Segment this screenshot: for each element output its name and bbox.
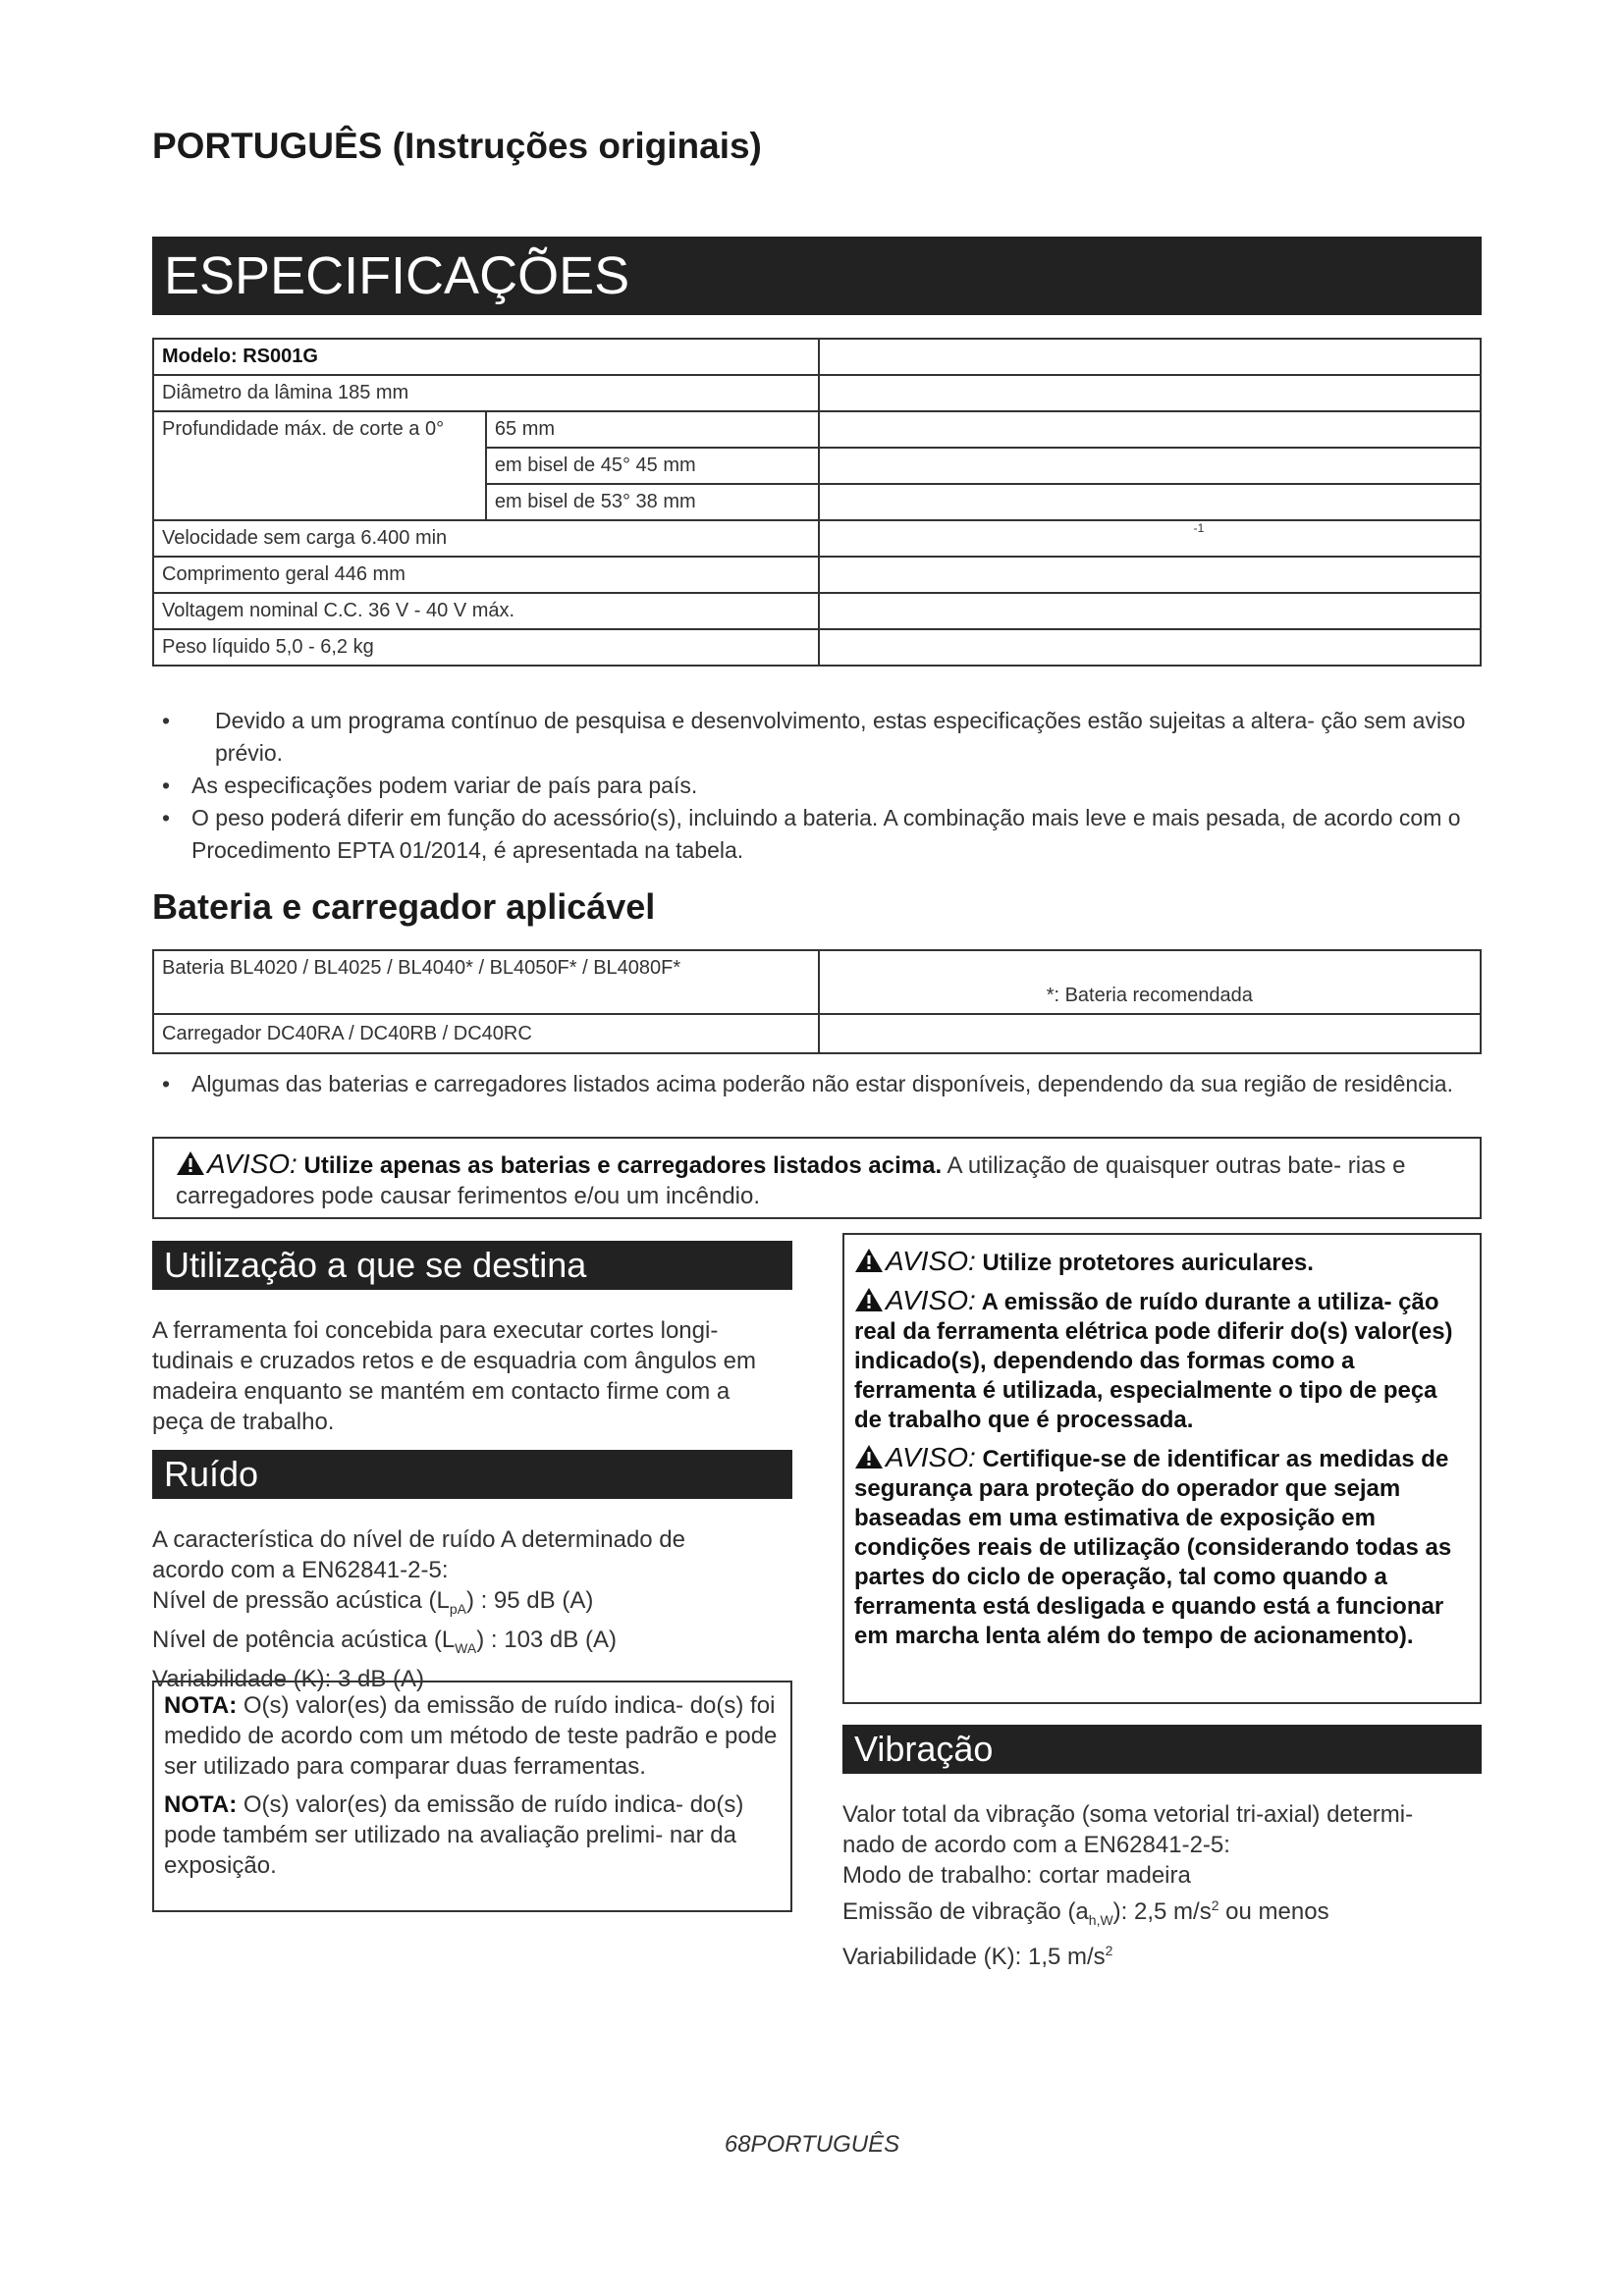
speed-unit-superscript: -1	[1193, 521, 1205, 535]
list-item: • O peso poderá diferir em função do acessório(s), incluindo a bateria. A combinação mais leve e mais pesada, de acordo com o Procedimento EPTA 01/2014, é apresentada na tabela.	[152, 802, 1488, 867]
table-row	[153, 557, 1481, 593]
note-paragraph: NOTA: O(s) valor(es) da emissão de ruído indica- do(s) foi medido de acordo com um método de teste padrão e pode ser utilizado para comparar duas ferramentas.	[164, 1692, 778, 1780]
vibration-emission: Emissão de vibração $(a_{h,W})$: 2,5 $m/s^2$ ou menos	[842, 1897, 1329, 1928]
blade-diameter-cell: Diâmetro da lâmina 185 mm	[153, 375, 819, 411]
table-row	[153, 520, 1481, 557]
warning-bold-text: Utilize apenas as baterias e carregadores listados acima.	[303, 1152, 943, 1179]
warning-triangle-icon	[854, 1248, 884, 1273]
battery-table	[152, 949, 1482, 1054]
table-row	[153, 375, 1481, 411]
intended-use-banner: Utilização a que se destina	[152, 1241, 792, 1290]
cut-depth-0-cell: 65 mm	[486, 411, 819, 448]
warning-item: AVISO: A emissão de ruído durante a utiliza- ção real da ferramenta elétrica pode diferir do(s) valor(es) indicado(s), dependendo das formas como a ferramenta é utilizada, especialmente o tipo de peça de trabalho que é processada.	[854, 1285, 1453, 1433]
battery-notes	[152, 1068, 1488, 1100]
cut-depth-45-cell: em bisel de 45° 45 mm	[486, 448, 819, 484]
warning-text: A utilização de quaisquer outras bate- rias e carregadores pode causar ferimentos e/ou um incêndio.	[176, 1152, 1406, 1209]
noise-variability: Variabilidade (K): 3 dB (A)	[152, 1665, 425, 1692]
table-row	[153, 593, 1481, 629]
vibration-text	[842, 1799, 1481, 1972]
cut-depth-label-cell: Profundidade máx. de corte a 0°	[153, 411, 486, 520]
spec-notes	[152, 705, 1488, 867]
language-title: PORTUGUÊS (Instruções originais)	[152, 126, 762, 166]
intended-use-text: A ferramenta foi concebida para executar cortes longi- tudinais e cruzados retos e de esquadria com ângulos em madeira enquanto se mantém em contacto firme com a peça de trabalho.	[152, 1317, 757, 1435]
list-item: • Devido a um programa contínuo de pesquisa e desenvolvimento, estas especificações estão sujeitas a altera- ção sem aviso prévio.	[152, 705, 1488, 770]
warning-label: AVISO:	[207, 1148, 298, 1179]
page-footer: 68PORTUGUÊS	[724, 2131, 900, 2158]
rated-voltage-cell: Voltagem nominal C.C. 36 V - 40 V máx.	[153, 593, 819, 629]
vibration-mode: Modo de trabalho: cortar madeira	[842, 1862, 1191, 1889]
noise-text	[152, 1524, 790, 1694]
warning-item: AVISO: Certifique-se de identificar as medidas de segurança para proteção do operador que sejam baseadas em uma estimativa de exposição em condições reais de utilização (considerando todas as partes do ciclo de operação, tal como quando a ferramenta está desligada e quando está a funcionar em marcha lenta além do tempo de acionamento).	[854, 1442, 1452, 1649]
cut-depth-53-cell: em bisel de 53° 38 mm	[486, 484, 819, 520]
noise-power-level: Nível de potência acústica $(L_{WA})$ : 103 dB (A)	[152, 1626, 617, 1656]
specifications-banner: ESPECIFICAÇÕES	[152, 237, 1482, 315]
battery-cell: Bateria BL4020 / BL4025 / BL4040* / BL4050F* / BL4080F*	[153, 950, 819, 1014]
list-item: • As especificações podem variar de país para país.	[152, 770, 1488, 802]
overall-length-cell: Comprimento geral 446 mm	[153, 557, 819, 593]
warning-triangle-icon	[854, 1287, 884, 1312]
table-row	[153, 339, 1481, 375]
noise-line2: acordo com a EN62841-2-5:	[152, 1557, 449, 1583]
vibration-variability: Variabilidade (K): 1,5 $m/s^2$	[842, 1942, 1113, 1970]
list-item: • Algumas das baterias e carregadores listados acima poderão não estar disponíveis, dependendo da sua região de residência.	[152, 1068, 1488, 1100]
no-load-speed-cell: Velocidade sem carga 6.400 min	[153, 520, 819, 557]
recommended-battery-note: *: Bateria recomendada	[819, 950, 1481, 1014]
warning-triangle-icon	[854, 1444, 884, 1469]
table-row	[153, 950, 1481, 1014]
table-row	[153, 629, 1481, 666]
specifications-table	[152, 338, 1482, 667]
note-paragraph: NOTA: O(s) valor(es) da emissão de ruído indica- do(s) pode também ser utilizado na avaliação prelimi- nar da exposição.	[164, 1791, 744, 1879]
noise-line1: A característica do nível de ruído A determinado de	[152, 1526, 685, 1553]
noise-banner: Ruído	[152, 1450, 792, 1499]
net-weight-cell: Peso líquido 5,0 - 6,2 kg	[153, 629, 819, 666]
vibration-banner: Vibração	[842, 1725, 1482, 1774]
table-row	[153, 411, 1481, 448]
model-cell: Modelo: RS001G	[153, 339, 819, 375]
battery-warning-box	[152, 1137, 1482, 1219]
charger-cell: Carregador DC40RA / DC40RB / DC40RC	[153, 1014, 819, 1053]
noise-note-box	[152, 1681, 792, 1912]
vibration-line2: nado de acordo com a EN62841-2-5:	[842, 1832, 1230, 1858]
warning-item: AVISO: Utilize protetores auriculares.	[854, 1247, 1470, 1278]
warning-triangle-icon	[176, 1150, 205, 1176]
noise-pressure-level: Nível de pressão acústica $(L_{pA})$ : 95 dB (A)	[152, 1587, 594, 1617]
table-row	[153, 1014, 1481, 1053]
noise-warnings-box	[842, 1233, 1482, 1704]
battery-heading: Bateria e carregador aplicável	[152, 886, 656, 927]
vibration-line1: Valor total da vibração (soma vetorial tri-axial) determi-	[842, 1801, 1414, 1828]
